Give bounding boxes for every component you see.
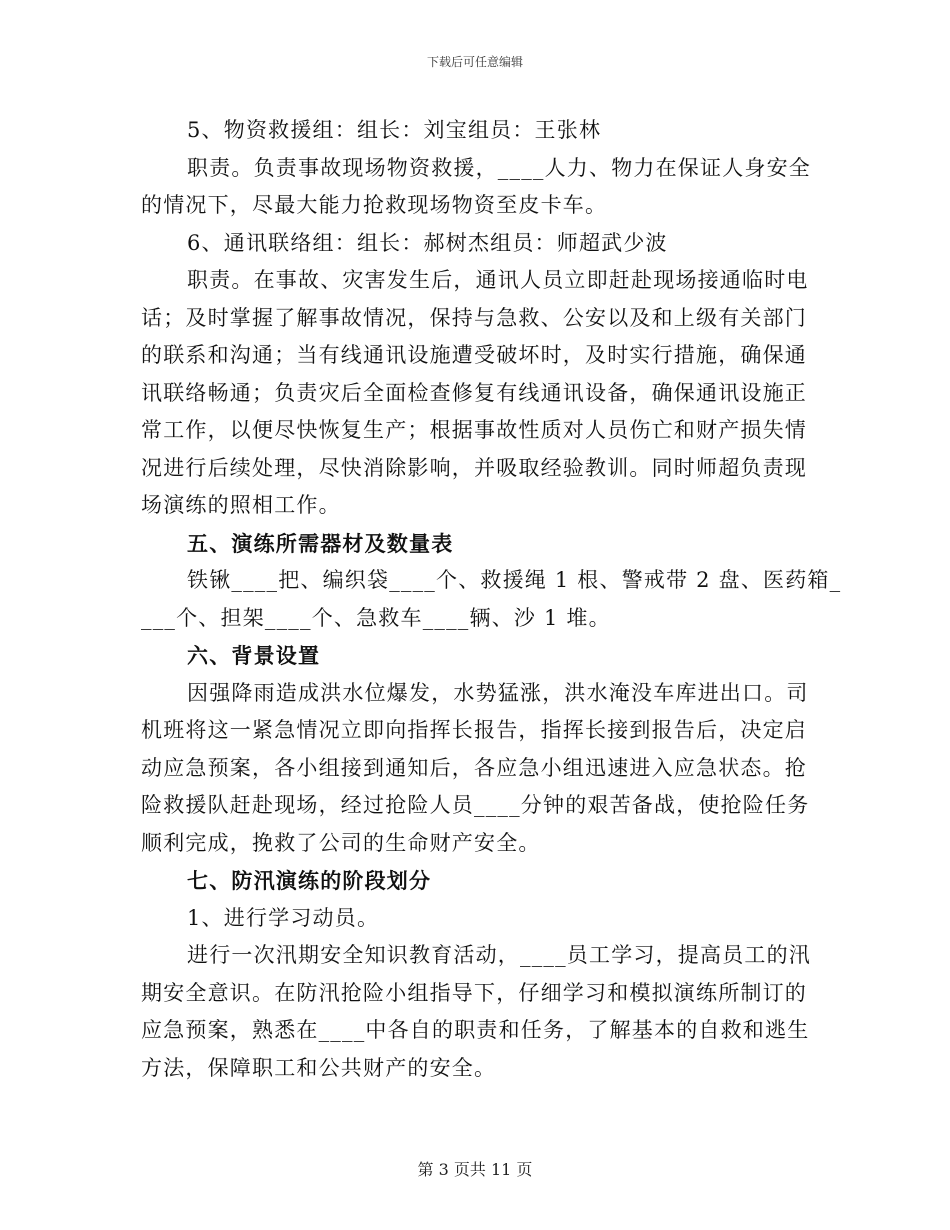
text-line: 应急预案，熟悉在____中各自的职责和任务，了解基本的自救和逃生 [141, 1018, 810, 1042]
text-line: 顺利完成，挽救了公司的生命财产安全。 [141, 830, 541, 855]
section-heading: 六、背景设置 [187, 643, 321, 668]
text-line: 的联系和沟通；当有线通讯设施遭受破坏时，及时实行措施，确保通 [141, 343, 807, 367]
section-heading: 五、演练所需器材及数量表 [187, 530, 454, 556]
text-line: 职责。在事故、灾害发生后，通讯人员立即赶赴现场接通临时电 [187, 268, 809, 292]
text-line: 方法，保障职工和公共财产的安全。 [141, 1055, 497, 1080]
text-line: 常工作，以便尽快恢复生产；根据事故性质对人员伤亡和财产损失情 [141, 418, 807, 442]
text-line: 的情况下，尽最大能力抢救现场物资至皮卡车。 [141, 193, 608, 217]
text-line: ___个、担架____个、急救车____辆、沙 1 堆。 [141, 605, 611, 630]
text-line: 5、物资救援组：组长：刘宝组员：王张林 [187, 118, 602, 142]
text-line: 场演练的照相工作。 [141, 493, 341, 517]
text-line: 险救援队赶赴现场，经过抢险人员____分钟的艰苦备战，使抢险任务 [141, 793, 810, 817]
text-line: 因强降雨造成洪水位爆发，水势猛涨，洪水淹没车库进出口。司 [187, 680, 809, 705]
text-line: 机班将这一紧急情况立即向指挥长报告，指挥长接到报告后，决定启 [141, 718, 807, 742]
page-header: 下载后可任意编辑 [426, 55, 523, 69]
text-line: 进行一次汛期安全知识教育活动，____员工学习，提高员工的汛 [187, 943, 811, 967]
text-line: 讯联络畅通；负责灾后全面检查修复有线通讯设备，确保通讯设施正 [141, 380, 807, 405]
document-body [141, 112, 842, 1087]
text-line: 6、通讯联络组：组长：郝树杰组员：师超武少波 [187, 230, 668, 255]
text-line: 话；及时掌握了解事故情况，保持与急救、公安以及和上级有关部门 [141, 305, 807, 330]
text-line: 期安全意识。在防汛抢险小组指导下，仔细学习和模拟演练所制订的 [141, 980, 807, 1005]
page-footer: 第 3 页共 11 页 [417, 1160, 533, 1179]
text-line: 铁锹____把、编织袋____个、救援绳 1 根、警戒带 2 盘、医药箱_ [187, 568, 842, 592]
text-line: 职责。负责事故现场物资救援，____人力、物力在保证人身安全 [187, 155, 811, 180]
text-line: 动应急预案，各小组接到通知后，各应急小组迅速进入应急状态。抢 [141, 755, 807, 780]
text-line: 况进行后续处理，尽快消除影响，并吸取经验教训。同时师超负责现 [141, 455, 807, 480]
section-heading: 七、防汛演练的阶段划分 [187, 868, 432, 893]
text-line: 1、进行学习动员。 [187, 905, 380, 930]
